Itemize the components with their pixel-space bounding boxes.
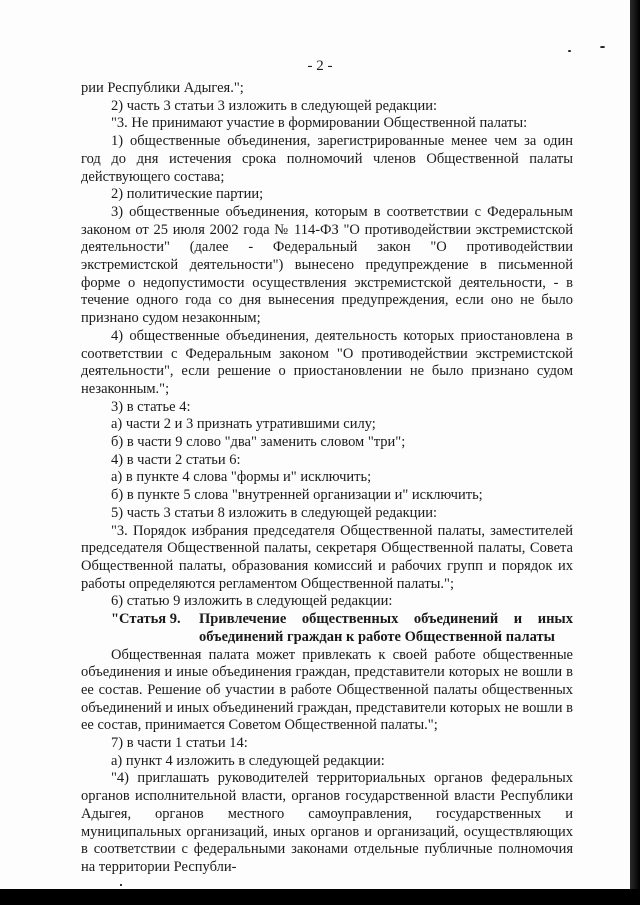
paragraph: 3) в статье 4: xyxy=(111,398,191,415)
paragraph-group-before xyxy=(81,80,573,611)
paragraph: 2) часть 3 статьи 3 изложить в следующей редакции: xyxy=(111,97,437,114)
paragraph: 4) в части 2 статьи 6: xyxy=(111,451,241,468)
scan-edge-bottom xyxy=(0,889,640,905)
paragraph: а) части 2 и 3 признать утратившими силу; xyxy=(111,416,376,433)
document-body xyxy=(81,80,573,877)
paragraph: рии Республики Адыгея."; xyxy=(81,80,244,96)
paragraph: б) в пункте 5 слова "внутренней организации и" исключить; xyxy=(111,487,483,504)
paragraph: Общественная палата может привлекать к своей работе общественные объединения и иные объединения граждан, представители которых не вошли в ее состав. Решение об участии в работе Общественной палаты общественных объединений и иных объединений граждан, представители которых не вошли в ее состав, принимается Советом Общественной палаты."; xyxy=(81,646,573,734)
paragraph: 6) статью 9 изложить в следующей редакции: xyxy=(111,593,393,610)
paragraph: 2) политические партии; xyxy=(111,186,264,203)
paragraph: 1) общественные объединения, зарегистрированные менее чем за один год до дня истечения срока полномочий членов Общественной палаты действующего состава; xyxy=(81,133,573,185)
paragraph: "3. Не принимают участие в формировании Общественной палаты: xyxy=(111,115,528,132)
scan-edge-right xyxy=(630,0,640,905)
paragraph-group-after xyxy=(81,647,573,877)
scan-speck xyxy=(568,50,571,52)
paragraph: 5) часть 3 статьи 8 изложить в следующей редакции: xyxy=(111,504,437,521)
paragraph: б) в части 9 слово "два" заменить словом "три"; xyxy=(111,434,406,451)
paragraph: а) пункт 4 изложить в следующей редакции: xyxy=(111,752,385,769)
article-title: Привлечение общественных объединений и иных объединений граждан к работе Общественной палаты xyxy=(199,611,573,645)
article-number: "Статья 9. xyxy=(111,611,181,628)
paragraph: 7) в части 1 статьи 14: xyxy=(111,735,248,752)
page-number: - 2 - xyxy=(307,58,333,74)
paragraph: 4) общественные объединения, деятельность которых приостановлена в соответствии с Федеральным законом "О противодействии экстремистской деятельности", если решение о приостановлении не было признано судом незаконным."; xyxy=(81,327,573,397)
paragraph: а) в пункте 4 слова "формы и" исключить; xyxy=(111,469,372,486)
article-heading xyxy=(81,611,573,646)
scan-speck xyxy=(120,884,122,886)
paragraph: "4) приглашать руководителей территориальных органов федеральных органов исполнительной власти, органов государственной власти Республики Адыгея, органов местного самоуправления, государственных и муниципальных организаций, иных органов и организаций, осуществляющих в соответствии с федеральными законами отдельные публичные полномочия на территории Республи- xyxy=(81,770,573,875)
paragraph: "3. Порядок избрания председателя Общественной палаты, заместителей председателя Общественной палаты, секретаря Общественной палаты, Совета Общественной палаты, образования комиссий и рабочих групп и порядок их работы определяются регламентом Общественной палаты."; xyxy=(81,522,573,592)
scan-speck xyxy=(600,46,605,48)
paragraph: 3) общественные объединения, которым в соответствии с Федеральным законом от 25 июля 2002 года № 114-ФЗ "О противодействии экстремистской деятельности" (далее - Федеральный закон "О противодействии экстремистской деятельности") вынесено предупреждение в письменной форме о недопустимости осуществления экстремистской деятельности, - в течение одного года со дня вынесения предупреждения, если оно не было признано судом незаконным; xyxy=(81,203,573,327)
